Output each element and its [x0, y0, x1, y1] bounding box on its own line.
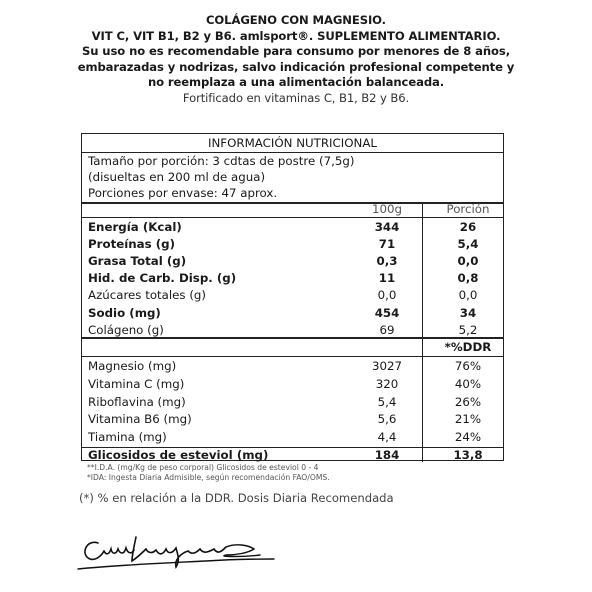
- header-line-1: COLÁGENO CON MAGNESIO.: [206, 13, 386, 27]
- stevia-portion: 13,8: [453, 448, 483, 462]
- table-title: INFORMACIÓN NUTRICIONAL: [208, 136, 377, 150]
- nutrient-label: Proteínas (g): [88, 237, 175, 252]
- vitamin-ddr: 24%: [454, 430, 482, 445]
- vitamin-100g: 4,4: [377, 430, 397, 445]
- vitamin-label: Vitamina C (mg): [88, 376, 185, 391]
- vitamin-ddr: 40%: [454, 376, 482, 391]
- nutrient-label: Azúcares totales (g): [88, 288, 207, 303]
- stevia-100g: 184: [374, 448, 400, 462]
- footnote-ida-def: *IDA: Ingesta Diaria Admisible, según recomendación FAO/OMS.: [87, 473, 330, 482]
- nutrient-portion: 34: [459, 305, 477, 320]
- header-line-4: embarazadas y nodrizas, salvo indicación profesional competente y: [77, 59, 515, 74]
- divider: [82, 217, 503, 218]
- vitamin-ddr: 21%: [454, 412, 482, 427]
- vitamin-label: Tiamina (mg): [88, 430, 167, 445]
- nutrient-100g: 71: [378, 237, 396, 252]
- nutrient-portion: 5,2: [458, 322, 478, 337]
- nutrient-100g: 344: [374, 220, 400, 234]
- nutrient-100g: 454: [374, 305, 400, 320]
- divider: [82, 356, 503, 357]
- nutrient-label: Hid. de Carb. Disp. (g): [88, 271, 237, 286]
- nutrient-100g: 69: [379, 322, 395, 337]
- vitamin-100g: 5,4: [377, 394, 397, 409]
- vitamin-100g: 320: [375, 376, 399, 391]
- nutrient-portion: 0,0: [457, 254, 479, 269]
- stevia-label: Glicosidos de esteviol (mg): [88, 448, 269, 462]
- header-line-3: Su uso no es recomendable para consumo por menores de 8 años,: [81, 44, 511, 59]
- col-portion-header: Porción: [446, 202, 490, 216]
- footnote-ida: **I.D.A. (mg/Kg de peso corporal) Glicosidos de esteviol 0 - 4: [87, 463, 319, 472]
- header-line-5: no reemplaza a una alimentación balanceada.: [147, 75, 445, 90]
- ddr-note: (*) % en relación a la DDR. Dosis Diaria Recomendada: [79, 491, 394, 505]
- nutrient-100g: 0,3: [376, 254, 398, 269]
- nutrient-label: Energía (Kcal): [88, 220, 182, 234]
- vitamin-ddr: 26%: [454, 394, 482, 409]
- nutrient-portion: 0,0: [458, 288, 478, 303]
- label-header: [20, 13, 572, 107]
- vitamin-label: Magnesio (mg): [88, 359, 177, 373]
- nutrient-label: Grasa Total (g): [88, 254, 187, 269]
- servings-per-container-text: Porciones por envase: 47 aprox.: [88, 186, 278, 200]
- nutrient-portion: 26: [459, 220, 477, 234]
- nutrient-label: Sodio (mg): [88, 305, 161, 320]
- ddr-header: *%DDR: [444, 340, 492, 354]
- vitamin-label: Riboflavina (mg): [88, 394, 186, 409]
- col-100g-header: 100g: [371, 202, 402, 216]
- nutrient-portion: 5,4: [457, 237, 479, 252]
- vitamin-100g: 5,6: [377, 412, 397, 427]
- nutrient-label: Colágeno (g): [88, 322, 164, 337]
- column-divider: [422, 202, 423, 462]
- nutrient-100g: 11: [378, 271, 396, 286]
- vitamin-label: Vitamina B6 (mg): [88, 412, 192, 427]
- vitamin-100g: 3027: [371, 359, 403, 373]
- nutrition-table: [81, 133, 504, 461]
- serving-dissolve-text: (disueltas en 200 ml de agua): [88, 170, 266, 184]
- signature-image: [76, 521, 276, 577]
- nutrient-100g: 0,0: [377, 288, 397, 303]
- fortified-line: Fortificado en vitaminas C, B1, B2 y B6.: [182, 90, 410, 105]
- header-line-2: VIT C, VIT B1, B2 y B6. amlsport®. SUPLEMENTO ALIMENTARIO.: [91, 28, 501, 43]
- vitamin-ddr: 76%: [454, 359, 482, 373]
- serving-size-text: Tamaño por porción: 3 cdtas de postre (7,5g): [88, 154, 355, 168]
- nutrient-portion: 0,8: [457, 271, 479, 286]
